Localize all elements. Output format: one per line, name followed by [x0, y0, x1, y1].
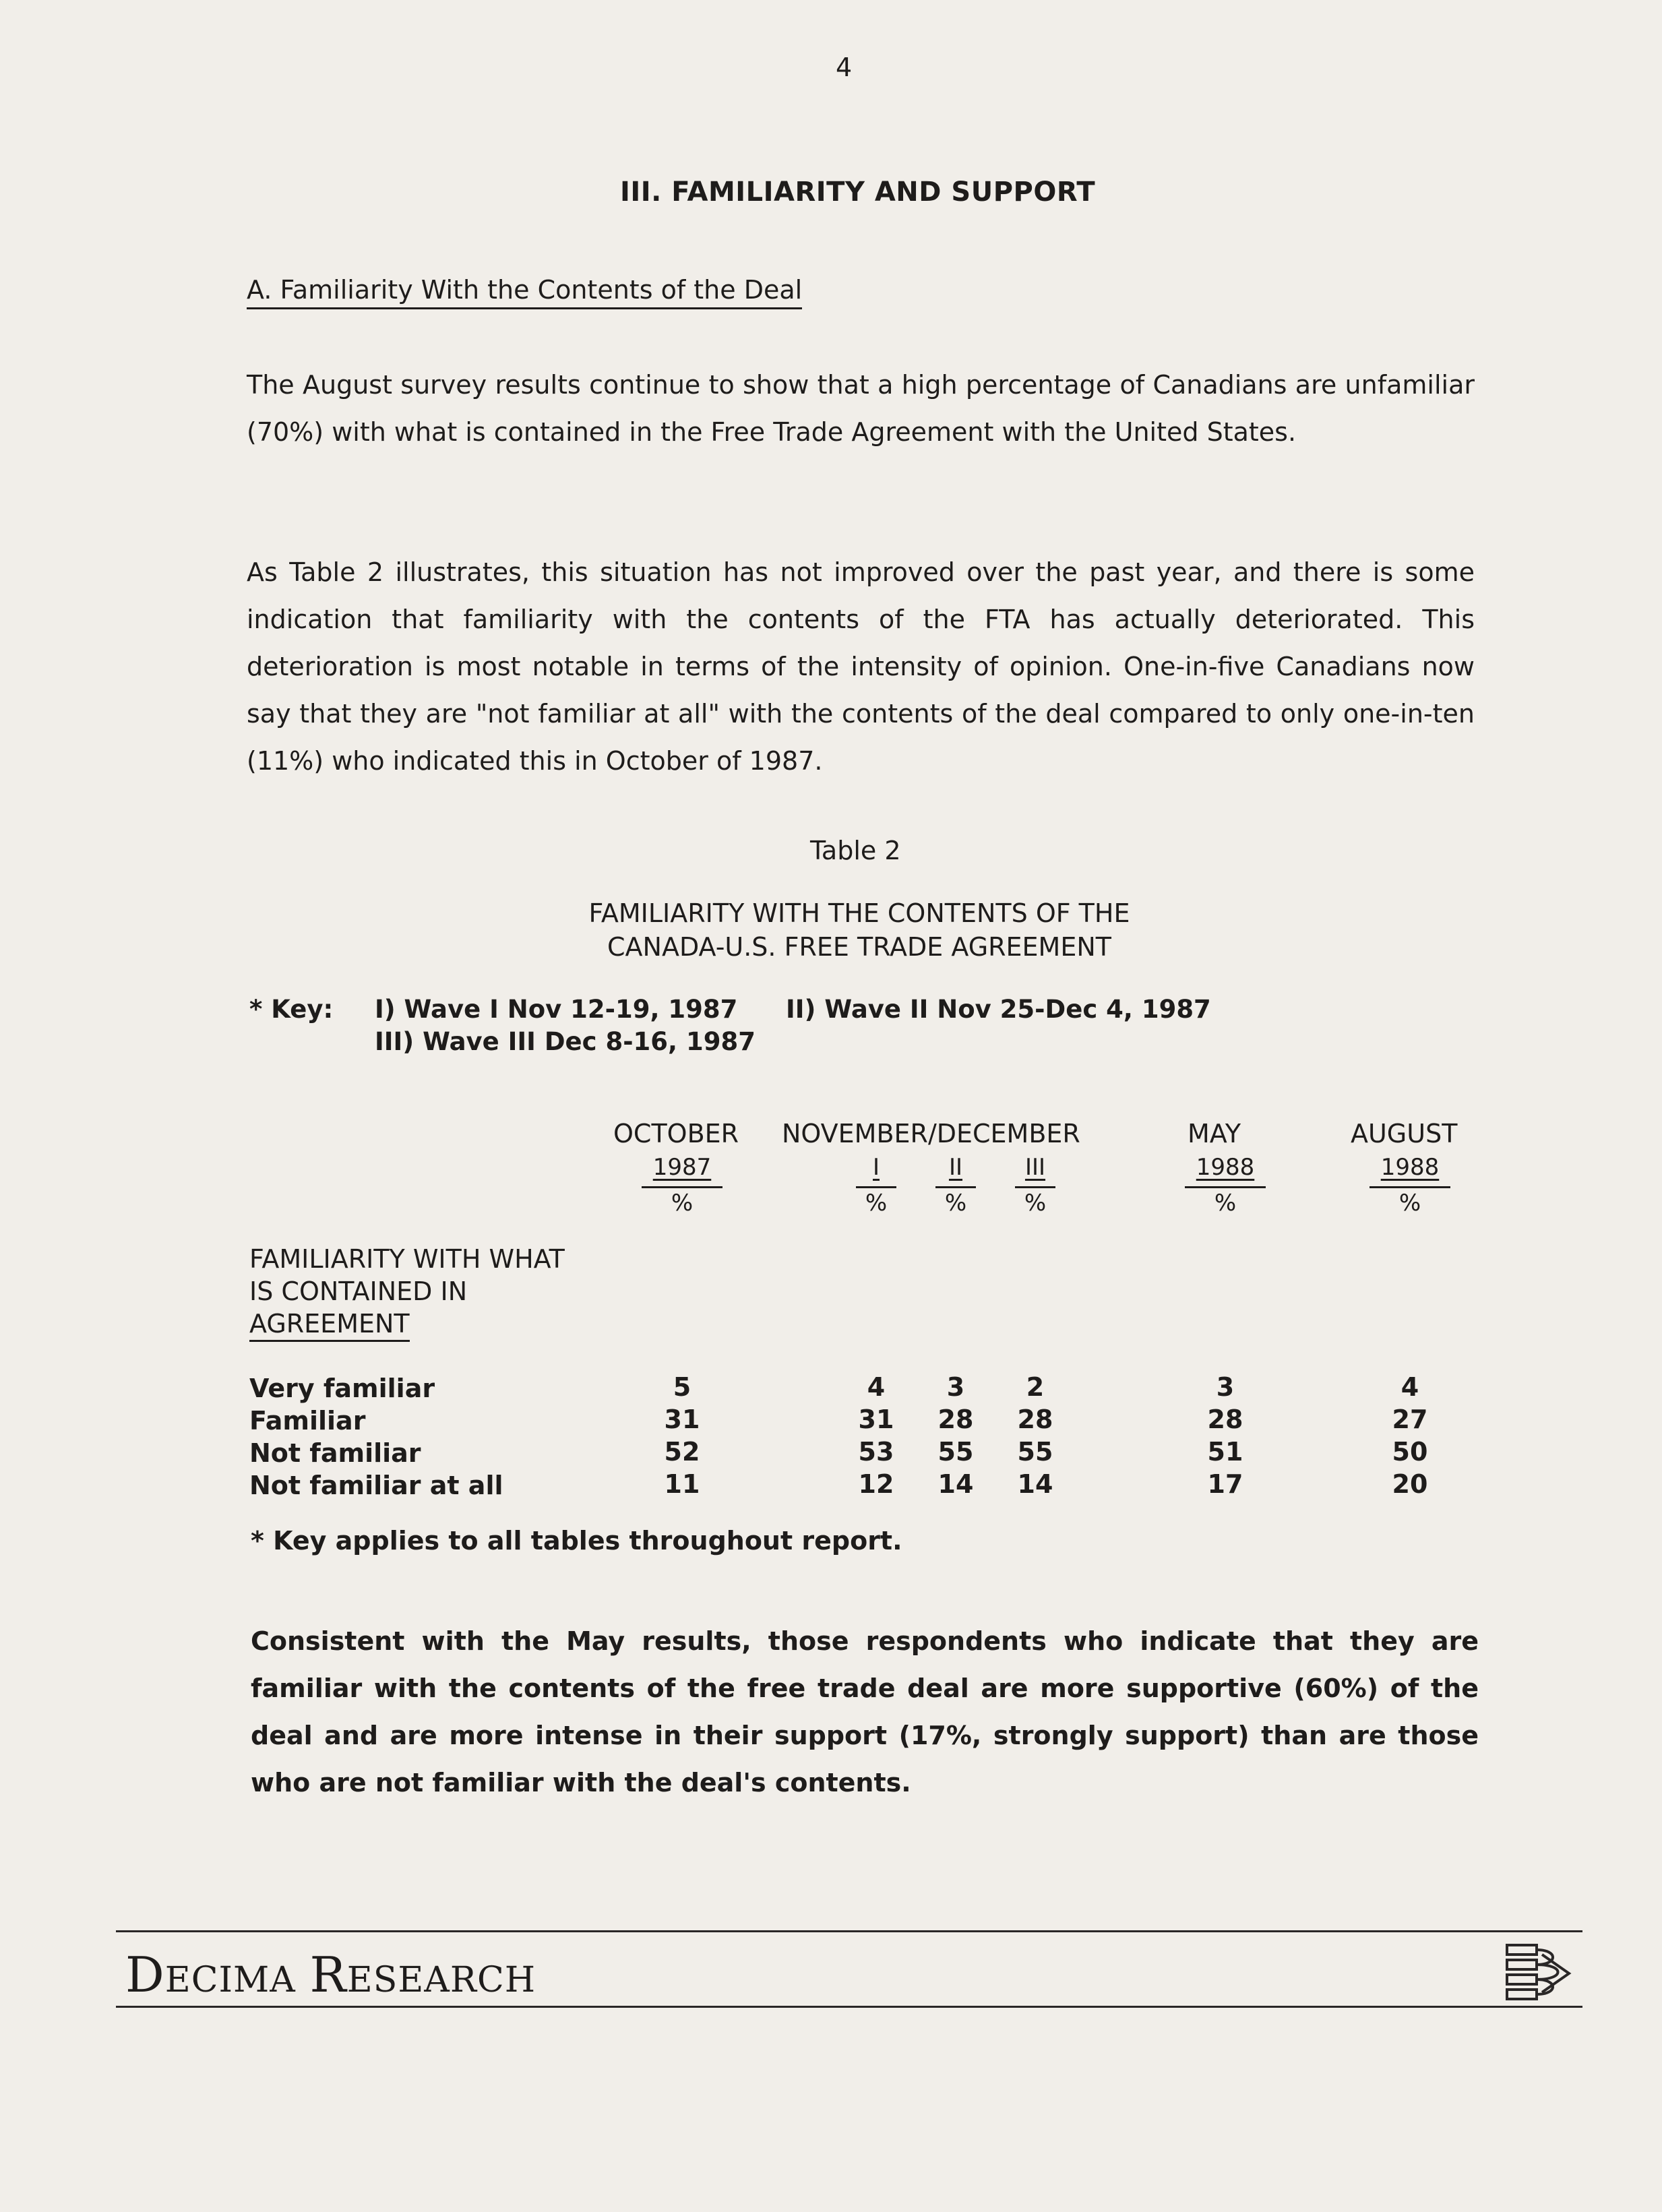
column-pct-wave-2: % — [935, 1186, 976, 1217]
footer-top-rule — [116, 1930, 1582, 1932]
table-cell: 31 — [664, 1405, 700, 1434]
column-sub-may: 1988 — [1196, 1154, 1255, 1181]
company-initial-d: D — [125, 1946, 165, 2003]
table-cell: 14 — [1017, 1469, 1053, 1499]
table-row-label: Very familiar — [249, 1374, 435, 1403]
table-cell: 31 — [858, 1405, 894, 1434]
table-cell: 12 — [858, 1469, 894, 1499]
column-pct-wave-3: % — [1015, 1186, 1055, 1217]
page-number: 4 — [836, 53, 853, 82]
column-sub-august: 1988 — [1380, 1154, 1440, 1181]
section-heading: III. FAMILIARITY AND SUPPORT — [620, 177, 1096, 208]
table-cell: 51 — [1207, 1437, 1243, 1467]
closing-paragraph: Consistent with the May results, those respondents who indicate that they are familiar with the contents of the free trade deal are more supportive (60%) of the deal and are more intense in their support (17%, strongly support) than are those who are not familiar with the deal's contents. — [251, 1626, 1479, 1798]
table-label: Table 2 — [810, 836, 901, 865]
table-cell: 55 — [1017, 1437, 1053, 1467]
table-cell: 50 — [1392, 1437, 1428, 1467]
table-cell: 53 — [858, 1437, 894, 1467]
row-group-line-3: AGREEMENT — [249, 1308, 410, 1342]
table-title-line-1: FAMILIARITY WITH THE CONTENTS OF THE — [588, 898, 1130, 928]
table-cell: 2 — [1026, 1372, 1045, 1402]
company-initial-r: R — [309, 1946, 347, 2003]
decima-logo-icon — [1504, 1941, 1572, 2002]
table-cell: 3 — [946, 1372, 965, 1402]
column-pct-august: % — [1369, 1186, 1450, 1217]
table-cell: 27 — [1392, 1405, 1428, 1434]
table-cell: 5 — [673, 1372, 691, 1402]
table-title — [472, 896, 1247, 964]
column-head-october: OCTOBER — [613, 1119, 739, 1148]
table-cell: 14 — [937, 1469, 974, 1499]
table-title-line-2: CANADA-U.S. FREE TRADE AGREEMENT — [607, 932, 1111, 962]
table-cell: 52 — [664, 1437, 700, 1467]
column-pct-october: % — [642, 1186, 722, 1217]
table-cell: 28 — [1207, 1405, 1243, 1434]
row-group-label — [249, 1243, 565, 1342]
footer-bottom-rule — [116, 2006, 1582, 2008]
table-cell: 28 — [937, 1405, 974, 1434]
company-word-1-rest: ECIMA — [164, 1960, 296, 2000]
company-word-2-rest: ESEARCH — [346, 1960, 536, 2000]
table-cell: 55 — [937, 1437, 974, 1467]
key-wave-1: I) Wave I Nov 12-19, 1987 — [375, 995, 738, 1024]
column-sub-wave-3: III — [1024, 1154, 1046, 1181]
table-row-label: Not familiar — [249, 1438, 421, 1468]
table-cell: 17 — [1207, 1469, 1243, 1499]
column-pct-wave-1: % — [856, 1186, 896, 1217]
column-sub-october: 1987 — [652, 1154, 712, 1181]
table-footnote: * Key applies to all tables throughout report. — [251, 1526, 902, 1556]
table-cell: 11 — [664, 1469, 700, 1499]
paragraph-1: The August survey results continue to show that a high percentage of Canadians are unfamiliar (70%) with what is contained in the Free Trade Agreement with the United States. — [247, 370, 1475, 447]
table-cell: 28 — [1017, 1405, 1053, 1434]
column-sub-wave-2: II — [948, 1154, 963, 1181]
column-sub-wave-1: I — [872, 1154, 880, 1181]
column-pct-may: % — [1185, 1186, 1266, 1217]
table-cell: 4 — [867, 1372, 886, 1402]
column-head-novdec: NOVEMBER/DECEMBER — [782, 1119, 1080, 1148]
paragraph-2: As Table 2 illustrates, this situation has not improved over the past year, and there is some indication that familiarity with the contents of the FTA has actually deteriorated. This deterioration is most notable in terms of the intensity of opinion. One-in-five Canadians now say that they are "not familiar at all" with the contents of the deal compared to only one-in-ten (11%) who indicated this in October of 1987. — [247, 557, 1475, 776]
subheading: A. Familiarity With the Contents of the Deal — [247, 275, 802, 309]
company-name — [125, 1946, 536, 2003]
column-head-august: AUGUST — [1351, 1119, 1458, 1148]
table-cell: 20 — [1392, 1469, 1428, 1499]
row-group-line-2: IS CONTAINED IN — [249, 1277, 468, 1306]
table-cell: 4 — [1401, 1372, 1419, 1402]
key-wave-3: III) Wave III Dec 8-16, 1987 — [375, 1027, 756, 1056]
key-wave-2: II) Wave II Nov 25-Dec 4, 1987 — [786, 995, 1211, 1024]
key-label: * Key: — [249, 995, 334, 1024]
table-row-label: Familiar — [249, 1406, 366, 1436]
table-cell: 3 — [1216, 1372, 1235, 1402]
row-group-line-1: FAMILIARITY WITH WHAT — [249, 1244, 565, 1274]
column-head-may: MAY — [1188, 1119, 1241, 1148]
table-row-label: Not familiar at all — [249, 1471, 503, 1500]
